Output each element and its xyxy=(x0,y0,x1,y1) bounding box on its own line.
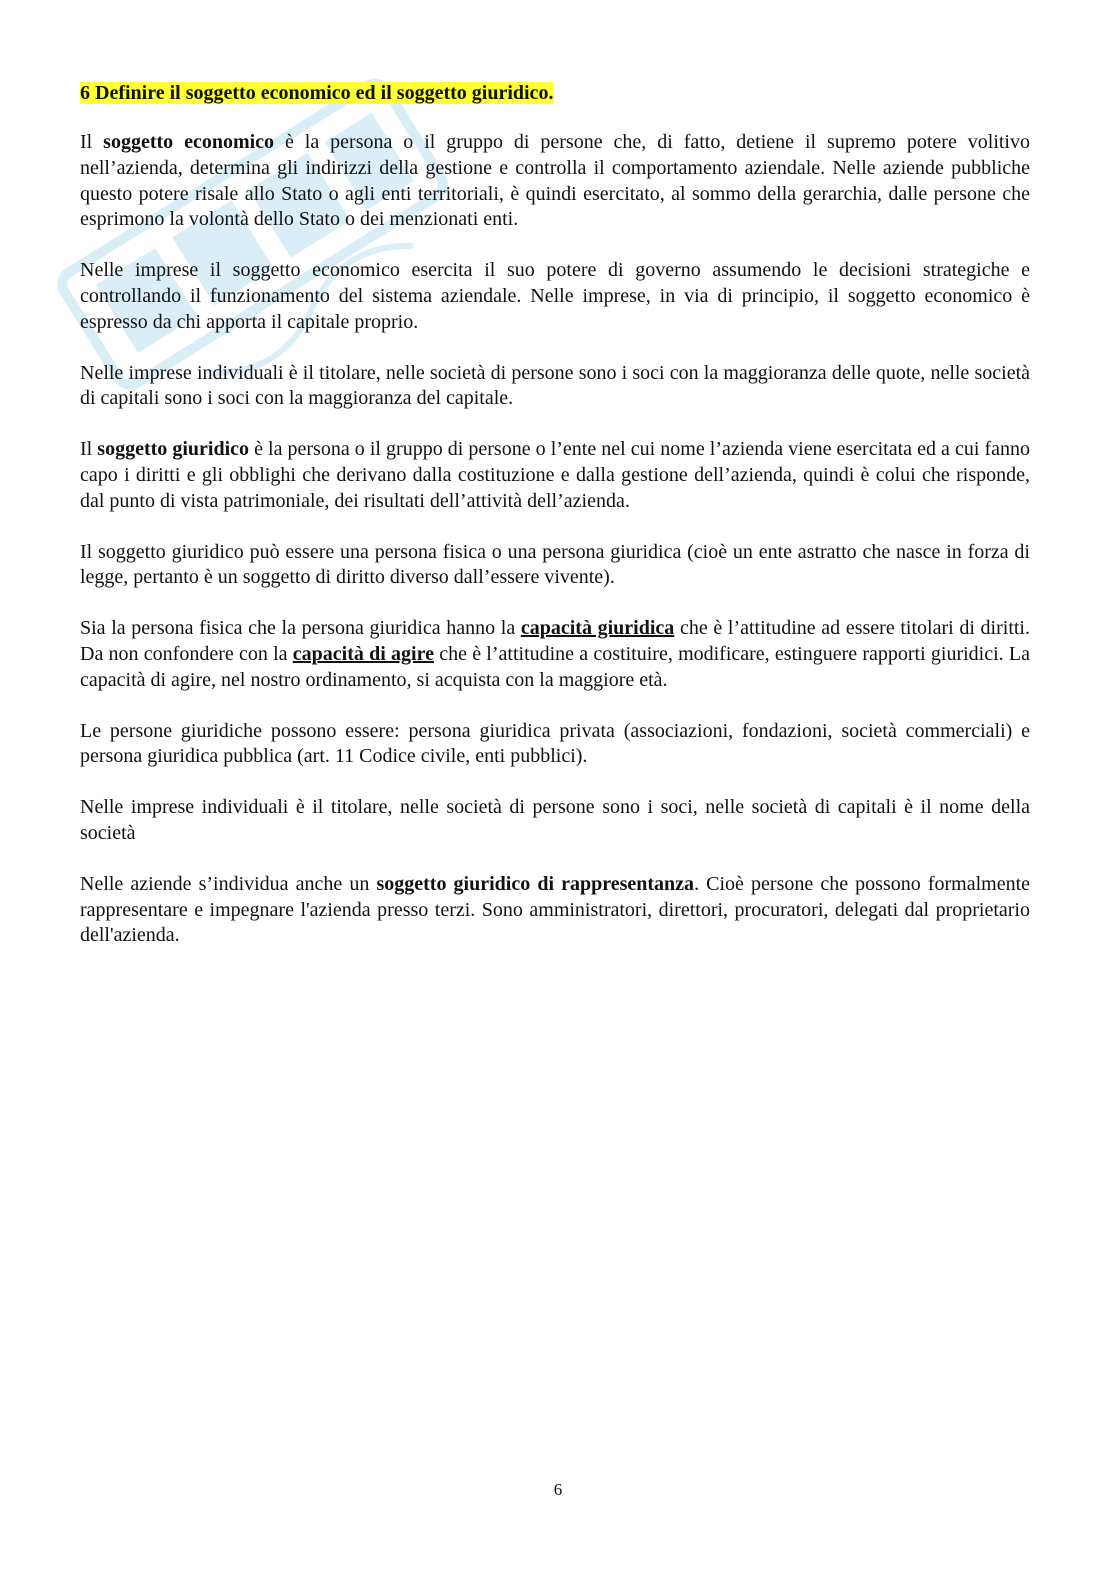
term-soggetto-giuridico: soggetto giuridico xyxy=(97,438,250,461)
paragraph-soggetto-economico: Il soggetto economico è la persona o il gruppo di persone che, di fatto, detiene il supremo potere volitivo nell’azienda, determina gli indirizzi della gestione e controlla il comportamento aziendale. Nelle aziende pubbliche questo potere risale allo Stato o agli enti territoriali, è quindi esercitato, al sommo della gerarchia, dalle persone che esprimono la volontà dello Stato o dei menzionati enti. xyxy=(80,131,1030,231)
term-capacita-di-agire: capacità di agire xyxy=(292,642,434,665)
document-page xyxy=(80,80,1030,974)
paragraph-capacita: Sia la persona fisica che la persona giuridica hanno la capacità giuridica che è l’attitudine ad essere titolari di diritti. Da non confondere con la capacità di agire che è l’attitudine a costituire, modificare, estinguere rapporti giuridici. La capacità di agire, nel nostro ordinamento, si acquista con la maggiore età. xyxy=(80,617,1030,691)
paragraph-persona-fisica-giuridica: Il soggetto giuridico può essere una persona fisica o una persona giuridica (cioè un ente astratto che nasce in forza di legge, pertanto è un soggetto di diritto diverso dall’essere vivente). xyxy=(80,540,1030,589)
page-number: 6 xyxy=(553,1480,563,1499)
section-heading: 6 Definire il soggetto economico ed il soggetto giuridico. xyxy=(80,82,554,104)
paragraph-persone-giuridiche: Le persone giuridiche possono essere: persona giuridica privata (associazioni, fondazioni, società commerciali) e persona giuridica pubblica (art. 11 Codice civile, enti pubblici). xyxy=(80,719,1030,768)
term-capacita-giuridica: capacità giuridica xyxy=(520,617,675,640)
paragraph-imprese-governo: Nelle imprese il soggetto economico esercita il suo potere di governo assumendo le decisioni strategiche e controllando il funzionamento del sistema aziendale. Nelle imprese, in via di principio, il soggetto economico è espresso da chi apporta il capitale proprio. xyxy=(80,259,1030,333)
term-soggetto-rappresentanza: soggetto giuridico di rappresentanza xyxy=(376,872,695,895)
term-soggetto-economico: soggetto economico xyxy=(103,131,275,153)
paragraph-imprese-individuali-economico: Nelle imprese individuali è il titolare, nelle società di persone sono i soci con la maggioranza delle quote, nelle società di capitali sono i soci con la maggioranza del capitale. xyxy=(80,361,1030,410)
paragraph-soggetto-giuridico: Il soggetto giuridico è la persona o il gruppo di persone o l’ente nel cui nome l’azienda viene esercitata ed a cui fanno capo i diritti e gli obblighi che derivano dalla costituzione e dalla gestione dell’azienda, quindi è colui che risponde, dal punto di vista patrimoniale, dei risultati dell’attività dell’azienda. xyxy=(80,438,1031,512)
paragraph-imprese-individuali-giuridico: Nelle imprese individuali è il titolare, nelle società di persone sono i soci, nelle società di capitali è il nome della società xyxy=(80,796,1030,844)
paragraph-rappresentanza: Nelle aziende s’individua anche un soggetto giuridico di rappresentanza. Cioè persone che possono formalmente rappresentare e impegnare l'azienda presso terzi. Sono amministratori, direttori, procuratori, delegati dal proprietario dell'azienda. xyxy=(80,872,1031,947)
